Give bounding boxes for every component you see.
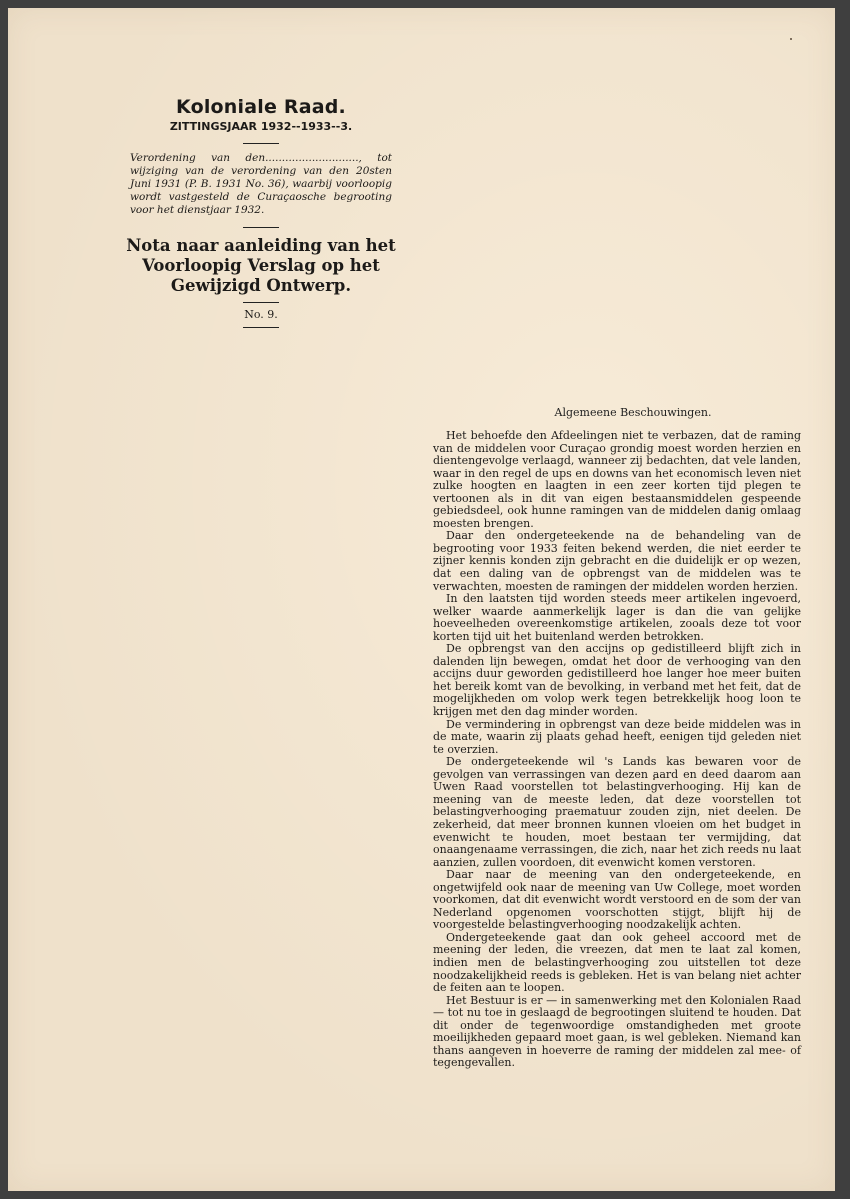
- paragraph: In den laatsten tijd worden steeds meer artikelen ingevoerd, welker waarde aanmerkelijk lager is dan die van gelijke hoeveelheden overeenkomstige artikelen, zooals deze tot voor korten tijd uit het buitenland werden betrokken.: [433, 592, 801, 643]
- document-header: [126, 96, 396, 336]
- paragraph: De vermindering in opbrengst van deze beide middelen was in de mate, waarin zij plaats gehad heeft, eenigen tijd geleden niet te overzien.: [433, 717, 801, 756]
- nota-title: Nota naar aanleiding van het Voorloopig Verslag op het Gewijzigd Ontwerp.: [126, 236, 396, 295]
- paragraph: Daar den ondergeteekende na de behandeling van de begrooting voor 1933 feiten bekend werden, die niet eerder te zijner kennis konden zijn gebracht en die duidelijk er op wezen, dat een daling van de opbrengst van de middelen was te verwachten, moesten de ramingen der middelen worden herzien.: [433, 529, 801, 593]
- paragraph: De opbrengst van den accijns op gedistilleerd blijft zich in dalenden lijn bewegen, omdat het door de verhooging van den accijns duur geworden gedistilleerd hoe langer hoe meer buiten het bereik komt van de bevolking, in verband met het feit, dat de mogelijkheden om volop werk tegen betrekkelijk hoog loon te krijgen met den dag minder worden.: [433, 642, 801, 719]
- divider: [243, 302, 279, 303]
- divider: [243, 227, 279, 228]
- body-text: [433, 430, 801, 1070]
- document-number: No. 9.: [244, 308, 278, 321]
- paragraph: Het behoefde den Afdeelingen niet te verbazen, dat de raming van de middelen voor Curaçao grondig moest worden herzien en dientengevolge verlaagd, wanneer zij bedachten, dat vele landen, waar in den regel de ups en downs van het economisch leven niet zulke hoogten en laagten in een zeer korten tijd plegen te vertoonen als in dit van eigen bestaansmiddelen gespeende gebiedsdeel, ook hunne ramingen van de middelen danig omlaag moesten brengen.: [433, 429, 801, 530]
- document-page: [8, 8, 835, 1191]
- session-year: ZITTINGSJAAR 1932--1933--3.: [169, 120, 353, 133]
- document-title: Koloniale Raad.: [176, 96, 346, 118]
- paragraph: Het Bestuur is er — in samenwerking met den Kolonialen Raad — tot nu toe in geslaagd de begrootingen sluitend te houden. Dat dit onder de tegenwoordige omstandigheden met groote moeilijkheden gepaard moet gaan, is wel gebleken. Niemand kan thans aangeven in hoeverre de raming der middelen zal mee- of tegengevallen.: [433, 993, 801, 1070]
- divider: [243, 327, 279, 328]
- paper-speck: [790, 38, 792, 40]
- paragraph: Daar naar de meening van den ondergeteekende, en ongetwijfeld ook naar de meening van Uw College, moet worden voorkomen, dat dit evenwicht wordt verstoord en de som der van Nederland opgenomen voorschotten stijgt, blijft hij de voorgestelde belastingverhooging noodzakelijk achten.: [433, 868, 801, 932]
- paragraph: De ondergeteekende wil 's Lands kas bewaren voor de gevolgen van verrassingen van dezen aard en deed daarom aan Uwen Raad voorstellen tot belastingverhooging. Hij kan de meening van de meeste leden, dat deze voorstellen tot belastingverhooging praematuur zouden zijn, niet deelen. De zekerheid, dat meer bronnen kunnen vloeien om het budget in evenwicht te houden, moet bestaan ter vermijding, dat onaangenaame verrassingen, die zich, naar het zich reeds nu laat aanzien, zullen voordoen, dit evenwicht komen verstoren.: [433, 755, 801, 869]
- ordinance-description: Verordening van den............................, tot wijziging van de verordening van den 20sten Juni 1931 (P. B. 1931 No. 36), waarbij voorloopig wordt vastgesteld de Curaçaosche begrooting voor het dienstjaar 1932.: [130, 152, 392, 216]
- paragraph: Ondergeteekende gaat dan ook geheel accoord met de meening der leden, die vreezen, dat men te laat zal komen, indien men de belastingverhooging zou uitstellen tot deze noodzakelijkheid reeds is gebleken. Het is van belang niet achter de feiten aan te loopen.: [433, 930, 801, 995]
- divider: [243, 143, 279, 144]
- section-heading: Algemeene Beschouwingen.: [554, 406, 712, 419]
